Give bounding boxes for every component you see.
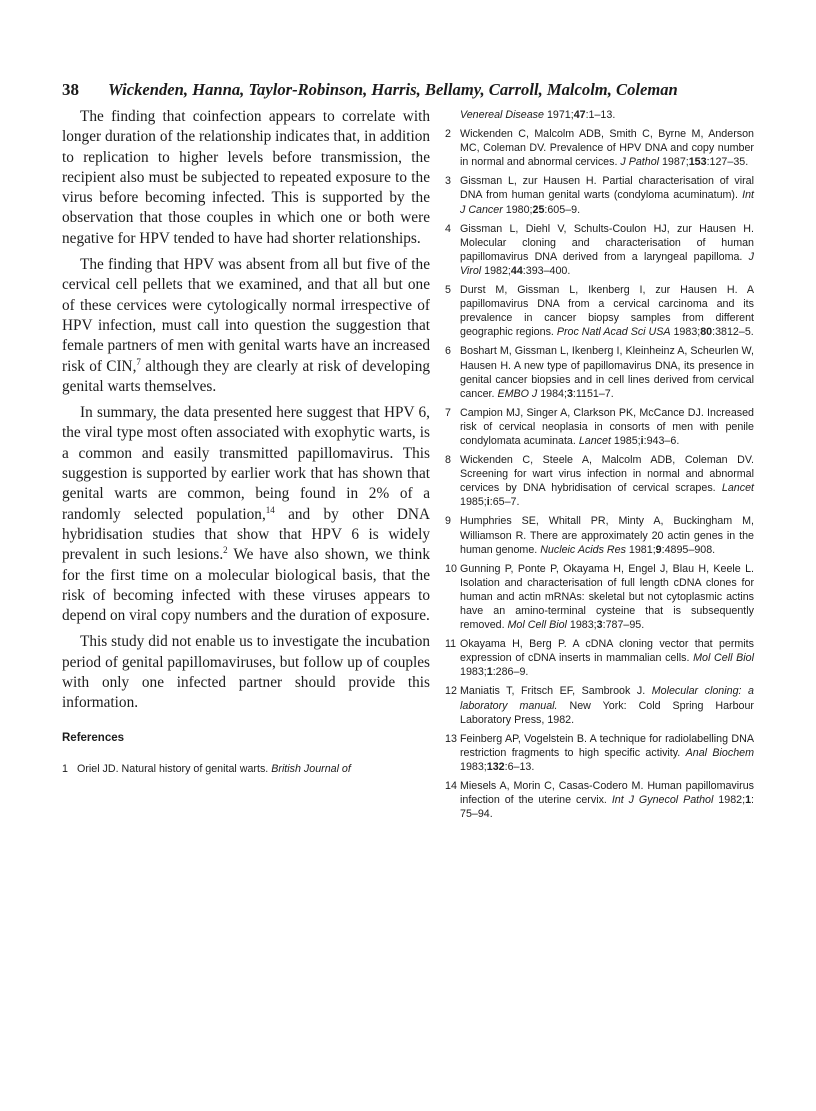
reference-year: 1981; — [625, 543, 656, 556]
reference-number: 8 — [445, 454, 451, 467]
reference-pages: :1151–7. — [572, 387, 614, 400]
reference-list-left — [62, 762, 430, 776]
reference-number: 9 — [445, 515, 451, 528]
reference-volume: i — [640, 434, 644, 447]
paragraph-text: although they are clearly at risk of developing genital warts themselves. — [62, 357, 430, 395]
citation-marker: 14 — [265, 504, 275, 515]
reference-number: 10 — [445, 562, 457, 575]
reference-pages: :943–6. — [643, 434, 680, 447]
reference-text: Boshart M, Gissman L, Ikenberg I, Kleinheinz A, Scheurlen W, Hausen H. A new type of papillomavirus DNA, its presence in genital cancer biopsies and in cell lines derived from cervical cancer. — [460, 345, 754, 400]
reference-year: 1980; — [502, 203, 533, 216]
reference-volume: 1 — [745, 794, 752, 807]
reference-item — [445, 637, 754, 679]
reference-item — [445, 779, 754, 821]
reference-year: 1985; — [460, 496, 487, 509]
reference-number: 13 — [445, 732, 457, 745]
reference-journal: British Journal of — [271, 762, 351, 775]
reference-list-right — [445, 127, 754, 821]
reference-number: 6 — [445, 345, 451, 358]
reference-item — [445, 127, 754, 169]
right-column — [445, 108, 754, 826]
reference-pages: : 75–94. — [460, 794, 754, 821]
reference-journal: Anal Biochem — [685, 746, 754, 759]
paragraph-text: In summary, the data presented here suggest that HPV 6, the viral type most often associated with exophytic warts, is a common and easily transmitted papillomavirus. This suggestion is supported by earlier work that has shown that genital warts are common, being found in 2% of a randomly selected population, — [62, 404, 430, 523]
reference-journal: Mol Cell Biol — [507, 619, 567, 632]
reference-volume: 3 — [566, 387, 573, 400]
reference-journal: Int J Cancer — [460, 189, 754, 216]
reference-volume: 44 — [510, 264, 523, 277]
reference-pages: :605–9. — [544, 203, 581, 216]
reference-item — [445, 283, 754, 339]
reference-journal: Int J Gynecol Pathol — [611, 794, 714, 807]
reference-item — [445, 222, 754, 278]
references-heading: References — [62, 731, 125, 744]
paragraph-incubation: This study did not enable us to investigate the incubation period of genital papillomaviruses, but follow up of couples with only one infected partner should provide this information. — [62, 633, 430, 712]
reference-item — [445, 406, 754, 448]
reference-year: 1982; — [481, 264, 511, 277]
reference-number: 2 — [445, 128, 451, 141]
running-head-authors: Wickenden, Hanna, Taylor-Robinson, Harris, Bellamy, Carroll, Malcolm, Coleman — [108, 80, 678, 99]
reference-item — [445, 453, 754, 509]
reference-number: 7 — [445, 406, 451, 419]
reference-volume: 3 — [596, 619, 603, 632]
reference-text: Okayama H, Berg P. A cDNA cloning vector that permits expression of cDNA inserts in mammalian cells. — [460, 638, 754, 665]
reference-text: Oriel JD. Natural history of genital warts. — [77, 762, 269, 775]
paragraph-hpv-absent — [62, 255, 430, 397]
reference-year: 1983; — [670, 326, 701, 339]
reference-text: Durst M, Gissman L, Ikenberg I, zur Hausen H. A papillomavirus DNA from a cervical carcinoma and its prevalence in cancer biopsy samples from different geographic regions. — [460, 284, 754, 339]
reference-number: 4 — [445, 222, 451, 235]
reference-journal: Molecular cloning: a laboratory manual. — [460, 685, 754, 712]
reference-journal: Lancet — [578, 434, 611, 447]
reference-journal: J Virol — [460, 250, 754, 277]
reference-journal: J Pathol — [620, 156, 660, 169]
reference-continuation — [445, 108, 754, 122]
reference-text: Humphries SE, Whitall PR, Minty A, Buckingham M, Williamson R. There are approximately 20 actin genes in the human genome. — [460, 515, 754, 556]
reference-item — [62, 762, 430, 776]
reference-year: 1983; — [460, 666, 487, 679]
reference-number: 3 — [445, 175, 451, 188]
reference-volume: 25 — [532, 203, 545, 216]
reference-year: 1982; — [713, 794, 746, 807]
paragraph-text: and by other DNA hybridisation studies that show that HPV 6 is widely prevalent in such lesions. — [62, 505, 430, 564]
reference-number: 12 — [445, 685, 457, 698]
reference-pages: :65–7. — [489, 496, 520, 509]
reference-item — [445, 562, 754, 632]
reference-year: 1983; — [460, 760, 487, 773]
reference-text: Feinberg AP, Vogelstein B. A technique for radiolabelling DNA restriction fragments to high specific activity. — [460, 732, 754, 759]
reference-number: 5 — [445, 284, 451, 297]
reference-volume: 153 — [688, 156, 707, 169]
reference-text: Gissman L, Diehl V, Schults-Coulon HJ, zur Hausen H. Molecular cloning and characterisation of human papillomavirus DNA derived from a laryngeal papilloma. — [460, 222, 754, 263]
reference-volume: 132 — [486, 760, 505, 773]
reference-journal: Lancet — [721, 482, 754, 495]
reference-volume: 1 — [486, 666, 493, 679]
reference-text: Wickenden C, Steele A, Malcolm ADB, Coleman DV. Screening for wart virus infection in normal and abnormal cervices by DNA hybridisation of cervical scrapes. — [460, 454, 754, 495]
reference-journal: Nucleic Acids Res — [540, 543, 626, 556]
citation-marker: 2 — [223, 545, 228, 556]
reference-text: Wickenden C, Malcolm ADB, Smith C, Byrne M, Anderson MC, Coleman DV. Prevalence of HPV DNA and copy number in normal and abnormal cervices. — [460, 128, 754, 169]
reference-volume: 80 — [700, 326, 713, 339]
left-column — [62, 107, 430, 781]
reference-journal: Mol Cell Biol — [693, 652, 754, 665]
reference-year: 1985; — [610, 434, 641, 447]
reference-text: Gissman L, zur Hausen H. Partial characterisation of viral DNA from human genital warts (condyloma acuminatum). — [460, 175, 754, 202]
reference-pages: :393–400. — [522, 264, 571, 277]
reference-item — [445, 344, 754, 400]
reference-pages: :286–9. — [492, 666, 529, 679]
reference-pages: :4895–908. — [661, 543, 716, 556]
paragraph-text: The finding that HPV was absent from all but five of the cervical cell pellets that we examined, and that all but one of these cervices were cytologically normal irrespective of HPV infection, must call into question the suggestion that female partners of men with genital warts have an increased risk of CIN, — [62, 256, 430, 375]
reference-pages: :1–13. — [585, 109, 616, 121]
reference-pages: :127–35. — [706, 156, 749, 169]
reference-journal: Proc Natl Acad Sci USA — [556, 326, 671, 339]
reference-item — [445, 732, 754, 774]
reference-number: 11 — [445, 638, 457, 651]
reference-pages: :787–95. — [602, 619, 645, 632]
reference-text: Miesels A, Morin C, Casas-Codero M. Human papillomavirus infection of the uterine cervix. — [460, 780, 754, 807]
reference-year: 1984; — [537, 387, 567, 400]
paragraph-text: We have also shown, we think for the first time on a molecular biological basis, that the risk of becoming infected with these viruses appears to depend on viral copy numbers and the duration of exposure. — [62, 546, 430, 625]
reference-year: 1971; — [543, 109, 574, 121]
citation-marker: 7 — [136, 356, 141, 367]
reference-pages: :6–13. — [504, 760, 535, 773]
reference-pages: :3812–5. — [712, 326, 754, 339]
reference-text: Maniatis T, Fritsch EF, Sambrook J. — [460, 685, 652, 698]
reference-year: 1987; — [659, 156, 689, 169]
reference-volume: 47 — [573, 109, 586, 121]
reference-number: 14 — [445, 780, 457, 793]
reference-item — [445, 514, 754, 556]
reference-number: 1 — [62, 762, 68, 775]
reference-journal: Venereal Disease — [460, 109, 544, 121]
reference-journal: EMBO J — [497, 387, 538, 400]
paragraph-coinfection: The finding that coinfection appears to correlate with longer duration of the relationship indicates that, in addition to replication to higher levels before transmission, the recipient also must be subjected to repeated exposure to the virus before becoming infected. This is supported by the observation that those couples in which one or both were negative for HPV tended to have had shorter relationships. — [62, 108, 430, 247]
paragraph-summary — [62, 403, 430, 626]
reference-publisher: New York: Cold Spring Harbour Laboratory Press, 1982. — [460, 699, 754, 726]
reference-item — [445, 684, 754, 726]
reference-item — [445, 174, 754, 216]
reference-text: Gunning P, Ponte P, Okayama H, Engel J, Blau H, Keele L. Isolation and characterisation of full length cDNA clones for human and actin mRNAs: skeletal but not cytoplasmic actins have an amino-terminal cysteine that is subsequently removed. — [460, 562, 754, 632]
reference-text: Campion MJ, Singer A, Clarkson PK, McCance DJ. Increased risk of cervical neoplasia in consorts of men with penile condylomata acuminata. — [460, 406, 754, 447]
reference-volume: 9 — [655, 543, 662, 556]
reference-volume: i — [486, 496, 490, 509]
reference-year: 1983; — [566, 619, 597, 632]
page-number: 38 — [62, 80, 79, 99]
